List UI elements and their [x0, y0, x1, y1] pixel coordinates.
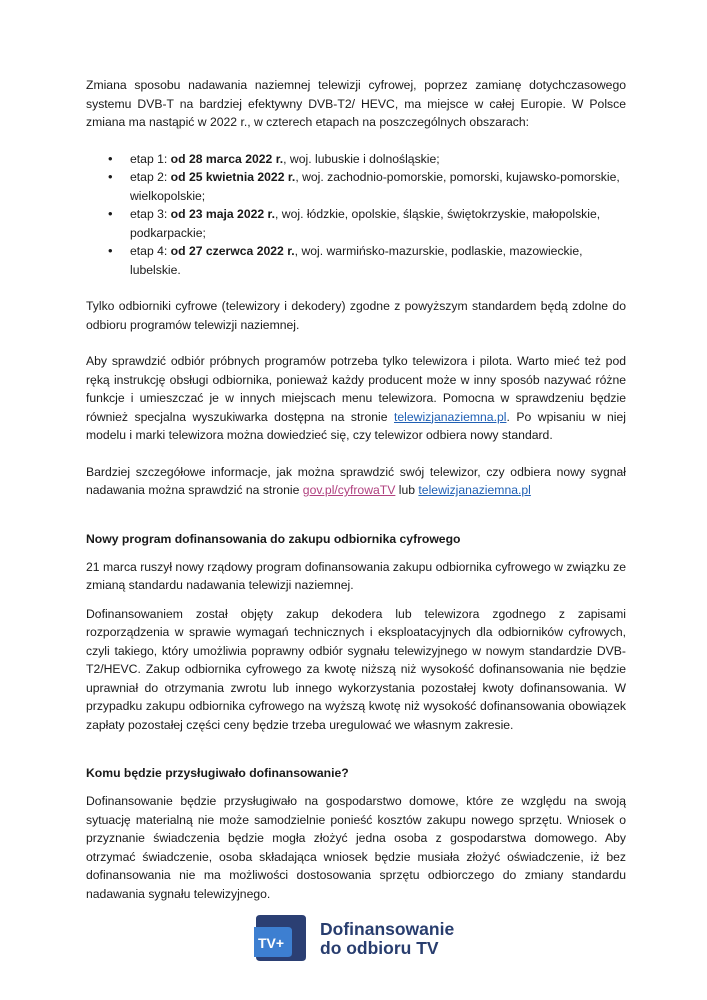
receivers-paragraph: Tylko odbiorniki cyfrowe (telewizory i dekodery) zgodne z powyższym standardem będą zdolne do odbioru programów telewizji naziemnej.	[86, 299, 626, 332]
list-item: • etap 2: od 25 kwietnia 2022 r., woj. zachodnio-pomorskie, pomorski, kujawsko-pomorskie, wielkopolskie;	[130, 168, 626, 205]
check-paragraph: Aby sprawdzić odbiór próbnych programów potrzeba tylko telewizora i pilota. Warto mieć też pod ręką instrukcję obsługi odbiornika, ponieważ każdy producent może w inny sposób nazywać różne funkcje i umieszczać je w innych miejscach menu telewizora. Pomocna w sprawdzeniu będzie również specjalna wyszukiwarka dostępna na stronie telewizjanaziemna.pl. Po wpisaniu w niej modelu i marki telewizora można dowiedzieć się, czy telewizor odbiera nowy standard.	[86, 354, 626, 442]
logo-line-2: do odbioru TV	[320, 938, 439, 958]
document-body	[86, 76, 626, 903]
intro-paragraph: Zmiana sposobu nadawania naziemnej telewizji cyfrowej, poprzez zamianę dotychczasowego systemu DVB-T na bardziej efektywny DVB-T2/ HEVC, ma miejsce w całej Europie. W Polsce zmiana ma nastąpić w 2022 r., w czterech etapach na poszczególnych obszarach:	[86, 78, 626, 129]
telewizjanaziemna-link[interactable]: telewizjanaziemna.pl	[394, 409, 507, 424]
logo-line-1: Dofinansowanie	[320, 919, 455, 939]
telewizjanaziemna-link-2[interactable]: telewizjanaziemna.pl	[418, 483, 531, 497]
section-heading-program: Nowy program dofinansowania do zakupu odbiornika cyfrowego	[86, 531, 461, 546]
list-item: • etap 4: od 27 czerwca 2022 r., woj. warmińsko-mazurskie, podlaskie, mazowieckie, lubelskie.	[130, 242, 626, 279]
svg-text:TV+: TV+	[258, 935, 285, 951]
program-paragraph-1: 21 marca ruszył nowy rządowy program dofinansowania zakupu odbiornika cyfrowego w związku ze zmianą standardu nadawania telewizji naziemnej.	[86, 559, 626, 592]
info-paragraph: Bardziej szczegółowe informacje, jak można sprawdzić swój telewizor, czy odbiera nowy sygnał nadawania można sprawdzić na stronie gov.pl/cyfrowaTV lub telewizjanaziemna.pl	[86, 464, 626, 497]
dofinansowanie-logo	[252, 912, 472, 966]
list-item: • etap 1: od 28 marca 2022 r., woj. lubuskie i dolnośląskie;	[130, 150, 626, 169]
section-heading-eligibility: Komu będzie przysługiwało dofinansowanie?	[86, 766, 349, 780]
tv-plus-icon	[252, 913, 310, 965]
list-item: • etap 3: od 23 maja 2022 r., woj. łódzkie, opolskie, śląskie, świętokrzyskie, małopolskie, podkarpackie;	[130, 205, 626, 242]
eligibility-paragraph: Dofinansowanie będzie przysługiwało na gospodarstwo domowe, które ze względu na swoją sytuację materialną nie może samodzielnie ponieść kosztów zakupu nowego sprzętu. Wniosek o przyznanie świadczenia będzie mogła złożyć jedna osoba z gospodarstwa domowego. Aby otrzymać świadczenie, osoba składająca wniosek będzie musiała złożyć oświadczenie, iż bez dofinansowania nie ma możliwości dostosowania sprzętu odbiorczego do zmiany standardu nadawania sygnału telewizyjnego.	[86, 794, 626, 901]
stages-list	[86, 150, 626, 280]
gov-cyfrowatv-link[interactable]: gov.pl/cyfrowaTV	[302, 483, 396, 497]
program-paragraph-2: Dofinansowaniem został objęty zakup dekodera lub telewizora zgodnego z zapisami rozporządzenia w sprawie wymagań technicznych i eksploatacyjnych dla odbiorników cyfrowych, czyli takiego, który umożliwia poprawny odbiór sygnału telewizyjnego w nowym standardzie DVB-T2/HEVC. Zakup odbiornika cyfrowego za kwotę niższą niż wysokość dofinansowania nie będzie uprawniał do otrzymania zwrotu lub innego wykorzystania pozostałej kwoty dofinansowania. W przypadku zakupu odbiornika cyfrowego na wyższą kwotę niż wysokość dofinansowania obowiązek zapłaty pozostałej części ceny będzie trzeba uregulować we własnym zakresie.	[86, 606, 626, 732]
